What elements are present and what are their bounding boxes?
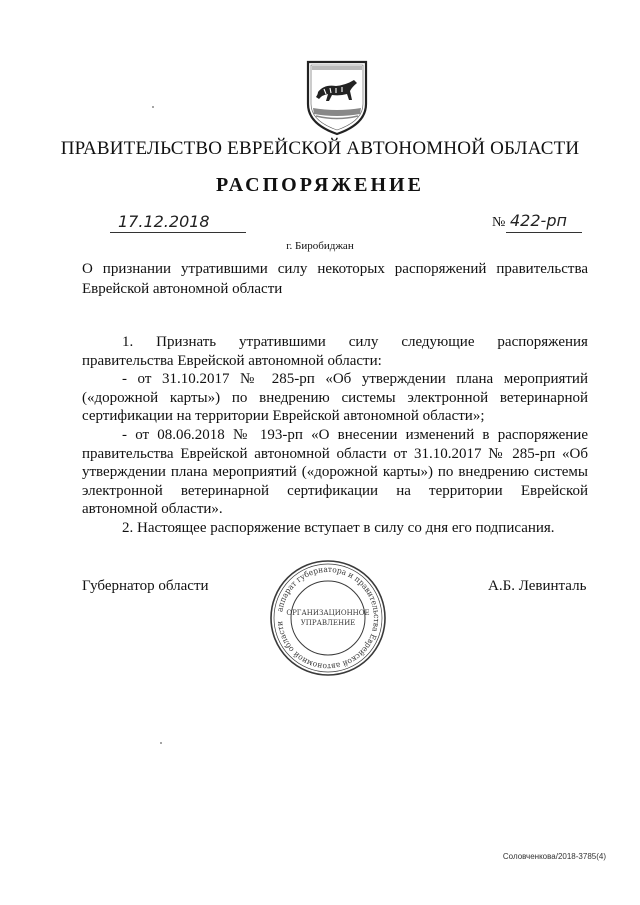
document-number: 422-рп — [510, 211, 567, 230]
stamp-center-line-2: УПРАВЛЕНИЕ — [300, 619, 356, 627]
coat-of-arms-emblem — [302, 58, 372, 138]
number-label: № — [492, 215, 506, 230]
document-body — [82, 333, 588, 538]
document-date: 17.12.2018 — [118, 212, 210, 231]
stamp-center-line-1: ОРГАНИЗАЦИОННОЕ — [286, 609, 370, 617]
paragraph-2: 2. Настоящее распоряжение вступает в силу со дня его подписания. — [122, 519, 555, 536]
city-name: г. Биробиджан — [286, 240, 354, 252]
p1-word: утратившими — [239, 334, 326, 350]
list-item-repealed-2: - от 08.06.2018 № 193-рп «О внесении изменений в распоряжение правительства Еврейской автономной области от 31.10.2017 № 285-рп «Об утверждении плана мероприятий («дорожной карты») по внедрению системы электронной ветеринарной сертификации на территории Еврейской автономной области». — [82, 426, 588, 518]
scan-speck — [160, 742, 162, 744]
p1-word: 1. — [122, 334, 134, 350]
stamp-ring-text: аппарат губернатора и правительства Еврейской автономной области — [275, 564, 382, 672]
number-underline — [506, 232, 582, 233]
p1-word: распоряжения — [497, 334, 588, 350]
date-underline — [110, 232, 246, 233]
paragraph-1-head — [82, 333, 588, 352]
signatory-name: А.Б. Левинталь — [488, 578, 587, 594]
official-stamp — [268, 558, 388, 678]
paragraph-1-tail: правительства Еврейской автономной области: — [82, 352, 382, 369]
footer-reference: Соловченкова/2018-3785(4) — [502, 852, 606, 861]
p1-word: силу — [348, 334, 379, 350]
p1-word: Признать — [156, 334, 217, 350]
list-item-repealed-1: - от 31.10.2017 № 285-рп «Об утверждении плана мероприятий («дорожной карты») по внедрению системы электронной ветеринарной сертификации на территории Еврейской автономной области»; — [82, 371, 588, 425]
document-type-title: РАСПОРЯЖЕНИЕ — [216, 174, 424, 196]
scan-speck — [152, 106, 154, 108]
p1-word: следующие — [401, 334, 475, 350]
document-subject: О признании утратившими силу некоторых распоряжений правительства Еврейской автономной области — [82, 261, 588, 297]
signatory-role: Губернатор области — [82, 578, 209, 594]
government-title: ПРАВИТЕЛЬСТВО ЕВРЕЙСКОЙ АВТОНОМНОЙ ОБЛАСТИ — [60, 138, 580, 159]
